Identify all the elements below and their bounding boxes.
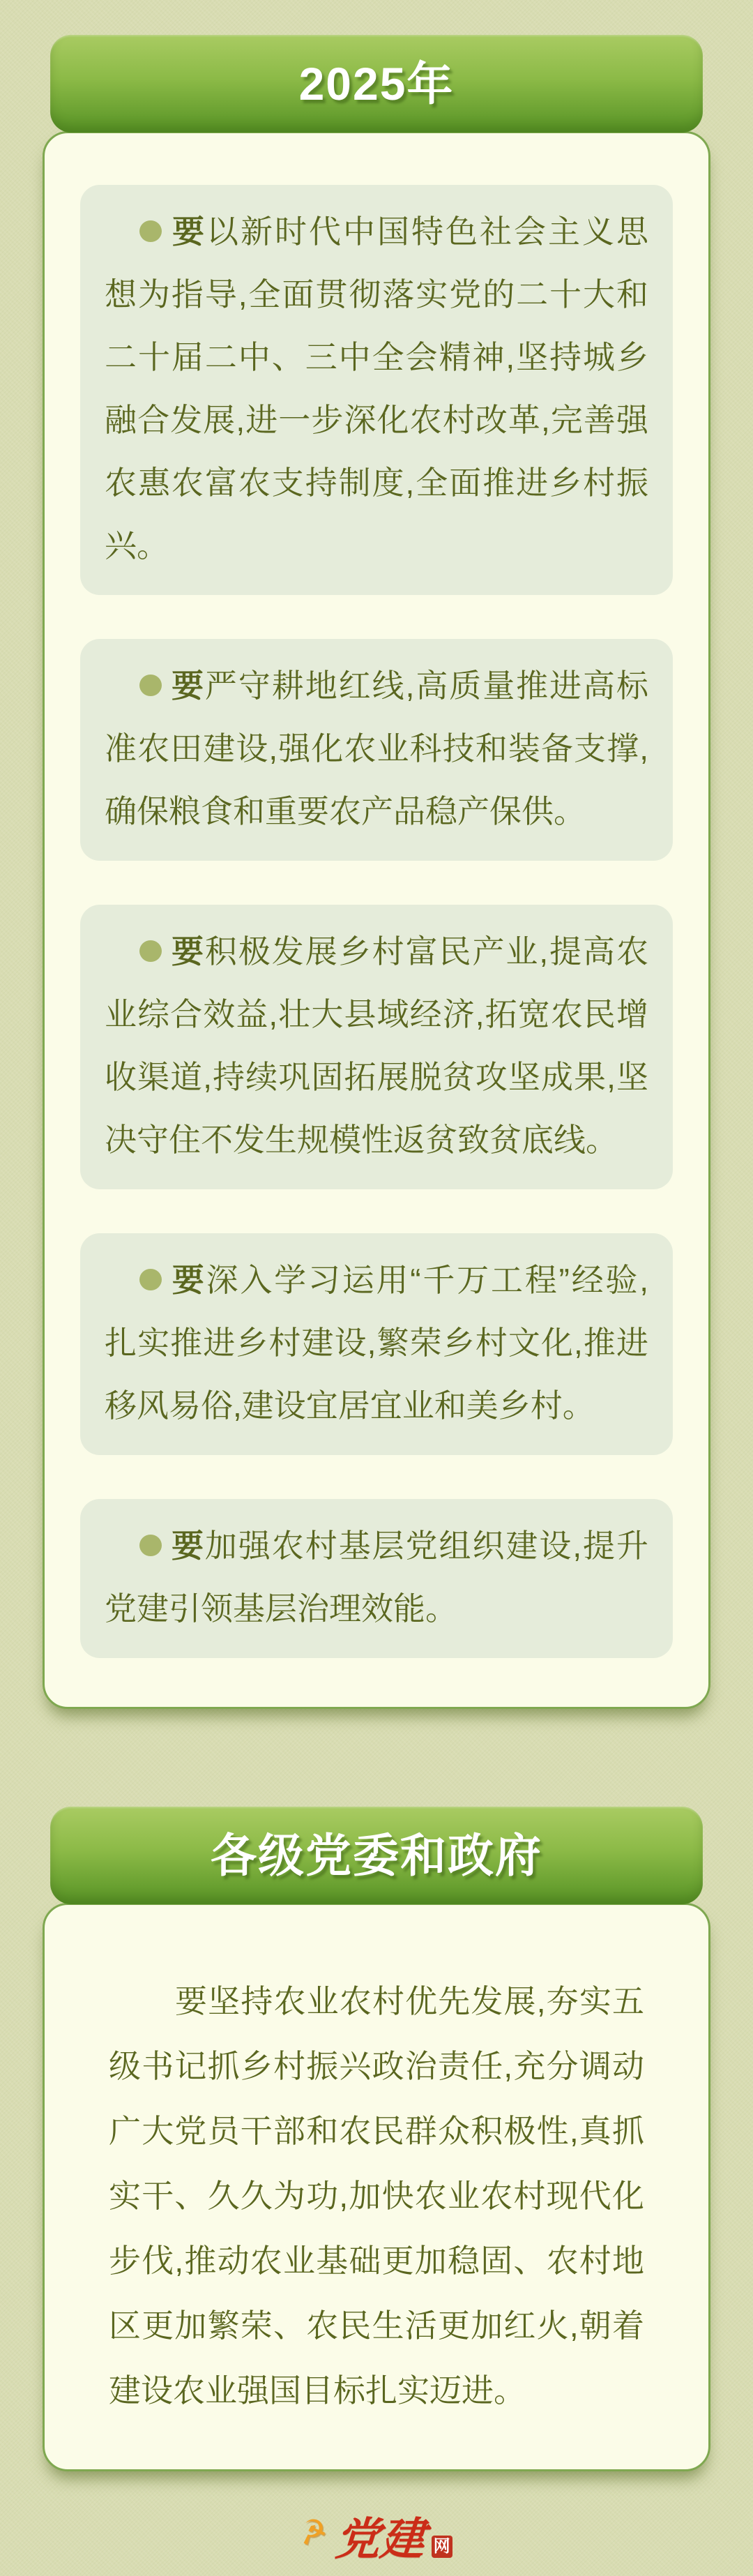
policy-item-text bbox=[105, 1249, 648, 1437]
bullet-icon bbox=[139, 1535, 162, 1556]
policy-card-2025 bbox=[43, 131, 710, 1709]
item-body: 积极发展乡村富民产业,提高农业综合效益,壮大县域经济,拓宽农民增收渠道,持续巩固拓展脱贫攻坚成果,坚决守住不发生规模性返贫致贫底线。 bbox=[105, 933, 649, 1158]
section-title-2025: 2025年 bbox=[298, 58, 455, 110]
item-lead: 要 bbox=[170, 1528, 205, 1564]
item-body: 严守耕地红线,高质量推进高标准农田建设,强化农业科技和装备支撑,确保粮食和重要农产品稳产保供。 bbox=[105, 668, 649, 829]
item-lead: 要 bbox=[170, 933, 205, 970]
policy-item-block-3 bbox=[80, 905, 673, 1189]
policy-item-block-1 bbox=[80, 185, 673, 595]
item-body: 加强农村基层党组织建设,提升党建引领基层治理效能。 bbox=[105, 1528, 649, 1627]
policy-item-block-4 bbox=[80, 1233, 673, 1455]
policy-item-block-2 bbox=[80, 639, 673, 861]
bullet-icon bbox=[139, 675, 162, 696]
policy-item-text bbox=[105, 200, 648, 577]
section-header-committees bbox=[50, 1807, 703, 1904]
policy-item-text bbox=[105, 654, 648, 843]
footer-logo bbox=[0, 2510, 753, 2564]
policy-item-text bbox=[105, 920, 648, 1171]
section-header-2025 bbox=[50, 35, 703, 133]
policy-item-block-5 bbox=[80, 1499, 673, 1658]
logo-brand-text: 党建 bbox=[333, 2515, 427, 2564]
item-body: 以新时代中国特色社会主义思想为指导,全面贯彻落实党的二十大和二十届二中、三中全会精神,坚持城乡融合发展,进一步深化农村改革,完善强农惠农富农支持制度,全面推进乡村振兴。 bbox=[105, 213, 648, 564]
item-lead: 要 bbox=[170, 668, 205, 704]
item-lead: 要 bbox=[170, 1262, 206, 1298]
committees-paragraph: 要坚持农业农村优先发展,夯实五级书记抓乡村振兴政治责任,充分调动广大党员干部和农民群众积极性,真抓实干、久久为功,加快农业农村现代化步伐,推动农业基础更加稳固、农村地区更加繁荣、农民生活更加红火,朝着建设农业强国目标扎实迈进。 bbox=[109, 1983, 644, 2409]
logo-badge: 网 bbox=[432, 2536, 452, 2558]
bullet-icon bbox=[139, 940, 162, 962]
committees-card bbox=[43, 1903, 710, 2471]
item-body: 深入学习运用“千万工程”经验,扎实推进乡村建设,繁荣乡村文化,推进移风易俗,建设宜居宜业和美乡村。 bbox=[105, 1262, 649, 1424]
bullet-icon bbox=[139, 1269, 162, 1290]
bullet-icon bbox=[139, 220, 162, 242]
section-title-committees: 各级党委和政府 bbox=[211, 1830, 542, 1881]
party-emblem-icon: ☭ bbox=[294, 2510, 332, 2553]
policy-item-text bbox=[105, 1514, 648, 1640]
item-lead: 要 bbox=[170, 213, 206, 250]
